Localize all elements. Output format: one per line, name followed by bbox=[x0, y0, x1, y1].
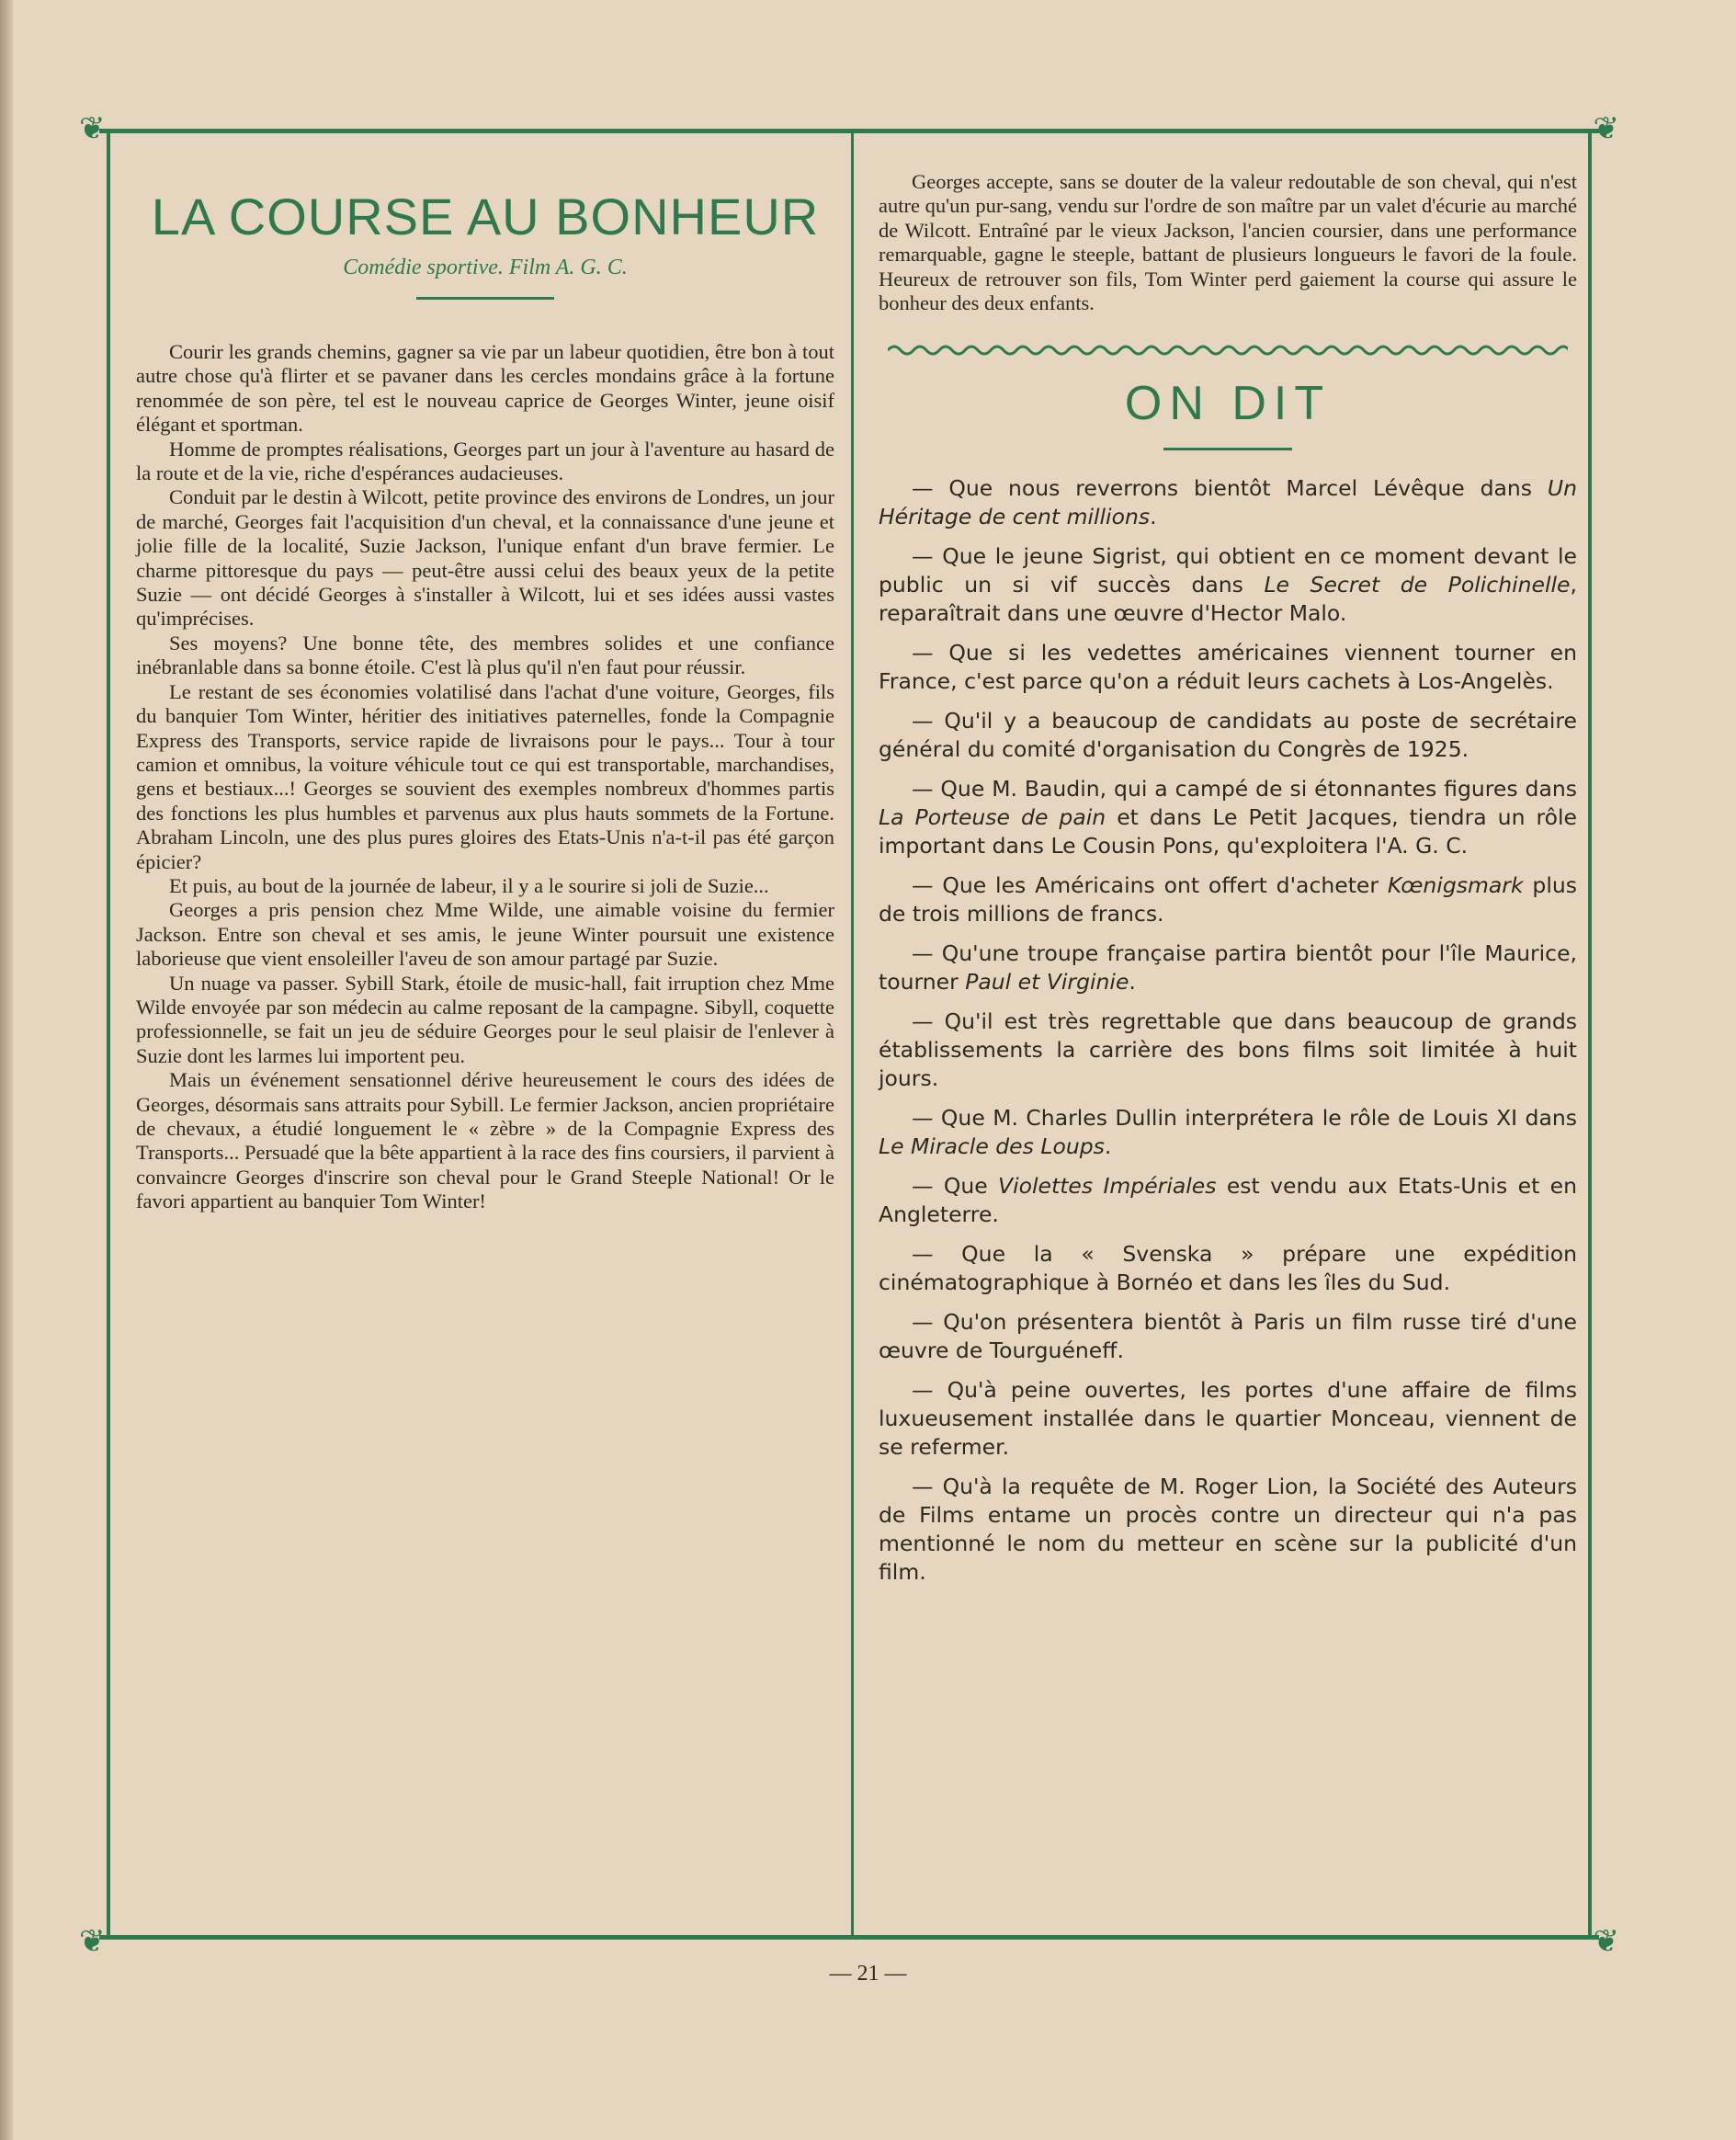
ondit-item-text: — Qu'il est très regrettable que dans beaucoup de grands établissements la carrière des bons films soit limitée à huit jours. bbox=[879, 1008, 1577, 1092]
right-column bbox=[879, 170, 1577, 1917]
article-paragraph: Courir les grands chemins, gagner sa vie par un labeur quotidien, être bon à tout autre chose qu'à flirter et se pavaner dans les cercles mondains grâce à la fortune renommée de son père, tel est le nouveau caprice de Georges Winter, jeune oisif élégant et sportman. bbox=[136, 340, 834, 437]
ondit-item bbox=[879, 639, 1577, 696]
article-paragraph: Mais un événement sensationnel dérive heureusement le cours des idées de Georges, désormais sans attraits pour Sybill. Le fermier Jackson, ancien propriétaire de chevaux, a étudié longuement le « zèbre » de la Compagnie Express des Transports... Persuadé que la bête appartient à la race des fins coursiers, il parvient à convaincre Georges d'inscrire son cheval pour le Grand Steeple National! Or le favori appartient au banquier Tom Winter! bbox=[136, 1068, 834, 1213]
article-paragraph: Conduit par le destin à Wilcott, petite province des environs de Londres, un jour de marché, Georges fait l'acquisition d'un cheval, et la connaissance d'une jeune et jolie fille de la localité, Suzie Jackson, l'unique enfant d'un brave fermier. Le charme pittoresque du pays — peut-être aussi celui des beaux yeux de la petite Suzie — ont décidé Georges à s'installer à Wilcott, lui et ses idées aussi vastes qu'imprécises. bbox=[136, 485, 834, 631]
ondit-item-text-after: . bbox=[1129, 969, 1136, 996]
ondit-item-text-after: et dans Le Petit Jacques, tiendra un rôle important dans Le Cousin Pons, qu'exploitera l'A. G. C. bbox=[879, 804, 1577, 859]
page-number: — 21 — bbox=[829, 1962, 907, 1986]
ondit-item-text-after: , reparaîtrait dans une œuvre d'Hector Malo. bbox=[879, 572, 1577, 627]
frame-left-border bbox=[107, 133, 110, 1935]
ondit-item-text-after: . bbox=[1104, 1133, 1112, 1160]
ondit-item bbox=[879, 775, 1577, 860]
wavy-divider-icon bbox=[888, 343, 1568, 358]
page-edge bbox=[0, 0, 13, 2140]
page-frame bbox=[79, 110, 1619, 1960]
ondit-item-text: — Que M. Charles Dullin interprétera le rôle de Louis XI dans bbox=[912, 1105, 1577, 1132]
article-paragraph: Le restant de ses économies volatilisé dans l'achat d'une voiture, Georges, fils du banquier Tom Winter, héritier des initiatives paternelles, fonde la Compagnie Express des Transports, service rapide de livraisons pour le pays... Tour à tour camion et omnibus, la voiture véhicule tout ce qui est transportable, marchandises, gens et bestiaux...! Georges se souvient des exemples nombreux d'hommes partis des fonctions les plus humbles et parvenus aux plus hauts sommets de la Fortune. Abraham Lincoln, une des plus pures gloires des Etats-Unis n'a-t-il pas été garçon épicier? bbox=[136, 679, 834, 873]
ondit-item-text-after: plus de trois millions de francs. bbox=[879, 872, 1577, 928]
ondit-item-title: Violettes Impériales bbox=[998, 1173, 1217, 1200]
ondit-item bbox=[879, 707, 1577, 764]
ondit-item-title: Le Miracle des Loups bbox=[879, 1133, 1105, 1160]
ondit-list bbox=[879, 474, 1577, 1587]
ondit-item-text: — Que M. Baudin, qui a campé de si étonnantes figures dans bbox=[912, 776, 1577, 802]
article-title: LA COURSE AU BONHEUR bbox=[151, 188, 820, 245]
article-subtitle: Comédie sportive. Film A. G. C. bbox=[343, 256, 628, 279]
ondit-item-text: — Que la « Svenska » prépare une expédition cinématographique à Bornéo et dans les îles du Sud. bbox=[879, 1241, 1577, 1296]
ondit-item-title: Le Secret de Polichinelle bbox=[1264, 572, 1571, 598]
ondit-item-text: — Que bbox=[912, 1173, 999, 1200]
ondit-item-title: Kœnigsmark bbox=[1387, 872, 1524, 899]
ondit-item-text: — Que nous reverrons bientôt Marcel Lévêque dans bbox=[912, 475, 1548, 502]
ondit-item bbox=[879, 1308, 1577, 1365]
ondit-item bbox=[879, 939, 1577, 996]
title-rule bbox=[416, 297, 554, 300]
ondit-item-text: — Qu'à peine ouvertes, les portes d'une affaire de films luxueusement installée dans le quartier Monceau, viennent de se refermer. bbox=[879, 1377, 1577, 1461]
ondit-item-text: — Qu'on présentera bientôt à Paris un film russe tiré d'une œuvre de Tourguéneff. bbox=[879, 1309, 1577, 1364]
article-paragraph: Homme de promptes réalisations, Georges part un jour à l'aventure au hasard de la route et de la vie, riche d'espérances audacieuses. bbox=[136, 437, 834, 485]
ondit-item-text: — Qu'une troupe française partira bientôt pour l'île Maurice, tourner bbox=[879, 940, 1577, 996]
article-paragraph: Georges a pris pension chez Mme Wilde, une aimable voisine du fermier Jackson. Entre son cheval et ses amis, le jeune Winter poursuit une existence laborieuse que vient ensoleiller l'aveu de son amour partagé par Suzie. bbox=[136, 898, 834, 971]
ondit-item-text: — Que si les vedettes américaines viennent tourner en France, c'est parce qu'on a réduit leurs cachets à Los-Angelès. bbox=[879, 640, 1577, 695]
ondit-item bbox=[879, 1104, 1577, 1161]
corner-ornament-icon: ❦ bbox=[1593, 1923, 1619, 1960]
ondit-item-text-after: . bbox=[1150, 504, 1157, 530]
ondit-item-text: — Que le jeune Sigrist, qui obtient en ce moment devant le public un si vif succès dans bbox=[879, 543, 1577, 598]
ondit-item bbox=[879, 1007, 1577, 1093]
ondit-title: ON DIT bbox=[1124, 377, 1332, 431]
wavy-divider bbox=[879, 343, 1577, 358]
corner-ornament-icon: ❦ bbox=[79, 110, 106, 147]
ondit-item-title: Paul et Virginie bbox=[965, 969, 1129, 996]
ondit-item bbox=[879, 871, 1577, 928]
article-continuation bbox=[879, 170, 1577, 315]
ondit-item bbox=[879, 1240, 1577, 1297]
corner-ornament-icon: ❦ bbox=[1593, 110, 1619, 147]
ondit-item-title: La Porteuse de pain bbox=[879, 804, 1106, 831]
ondit-item-title: Un Héritage de cent millions bbox=[879, 475, 1577, 530]
ondit-item-text-after: est vendu aux Etats-Unis et en Angleterre. bbox=[879, 1173, 1577, 1228]
ondit-item bbox=[879, 474, 1577, 531]
column-divider bbox=[851, 133, 854, 1935]
left-column bbox=[136, 170, 834, 1917]
ondit-item bbox=[879, 542, 1577, 628]
article-paragraph: Georges accepte, sans se douter de la valeur redoutable de son cheval, qui n'est autre qu'un pur-sang, vendu sur l'ordre de son maître par un valet d'écurie au marché de Wilcott. Entraîné par le vieux Jackson, l'ancien coursier, dans une performance remarquable, gagne le steeple, battant de plusieurs longueurs le favori de la foule. Heureux de retrouver son fils, Tom Winter perd gaiement la course qui assure le bonheur des deux enfants. bbox=[879, 170, 1577, 315]
ondit-item bbox=[879, 1376, 1577, 1462]
ondit-item-text: — Qu'à la requête de M. Roger Lion, la Société des Auteurs de Films entame un procès contre un directeur qui n'a pas mentionné le nom du metteur en scène sur la publicité d'un film. bbox=[879, 1474, 1577, 1586]
article-paragraph: Un nuage va passer. Sybill Stark, étoile de music-hall, fait irruption chez Mme Wilde envoyée par son médecin au calme reposant de la campagne. Sibyll, coquette professionnelle, se fait un jeu de séduire Georges pour le seul plaisir de l'enlever à Suzie dont les larmes lui importent peu. bbox=[136, 971, 834, 1067]
frame-right-border bbox=[1588, 133, 1592, 1935]
ondit-rule bbox=[1163, 448, 1292, 450]
article-paragraph: Ses moyens? Une bonne tête, des membres solides et une confiance inébranlable dans sa bonne étoile. C'est là plus qu'il n'en faut pour réussir. bbox=[136, 631, 834, 679]
ondit-item-text: — Qu'il y a beaucoup de candidats au poste de secrétaire général du comité d'organisation du Congrès de 1925. bbox=[879, 708, 1577, 763]
ondit-item bbox=[879, 1473, 1577, 1587]
corner-ornament-icon: ❦ bbox=[79, 1923, 106, 1960]
article-paragraph: Et puis, au bout de la journée de labeur, il y a le sourire si joli de Suzie... bbox=[169, 873, 769, 897]
article-body bbox=[136, 340, 834, 1214]
ondit-item-text: — Que les Américains ont offert d'acheter bbox=[912, 872, 1388, 899]
ondit-item bbox=[879, 1172, 1577, 1229]
